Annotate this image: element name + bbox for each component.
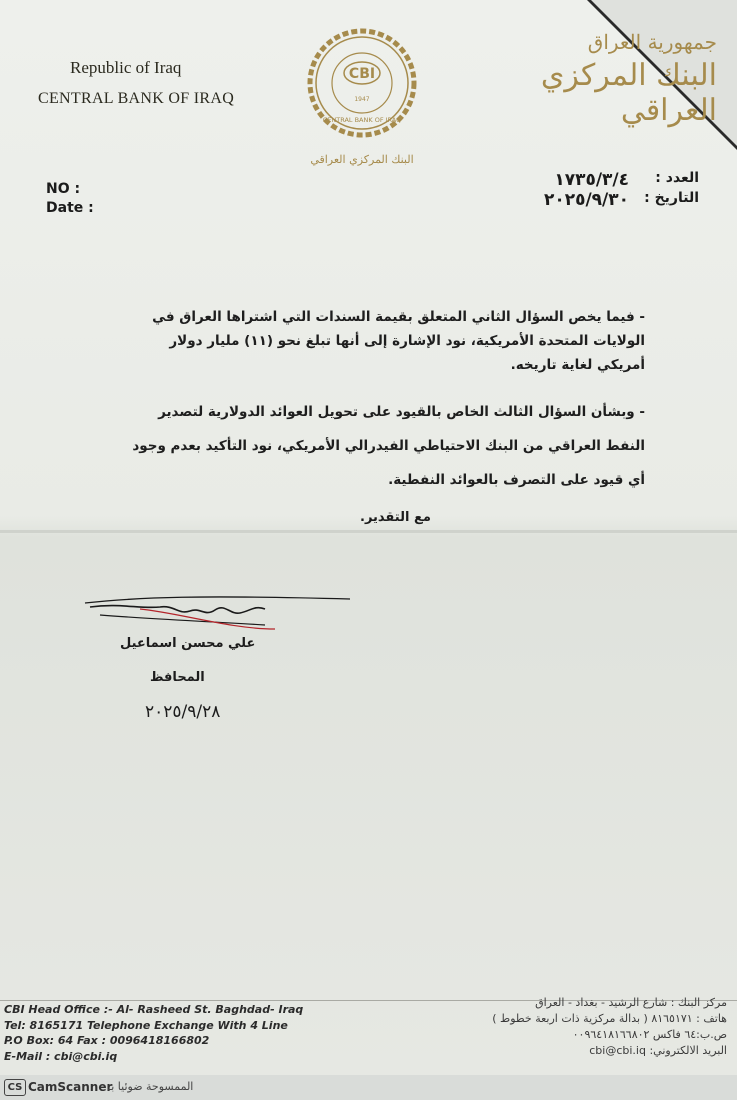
english-letterhead	[38, 58, 234, 108]
letterhead-republic-ar: جمهورية العراق	[587, 30, 717, 54]
footer-contact-en	[4, 1002, 303, 1064]
letter-body	[125, 305, 645, 497]
footer-address-ar: مركز البنك : شارع الرشيد - بغداد - العراق	[535, 996, 727, 1009]
logo-arabic-caption: البنك المركزي العراقي	[310, 153, 414, 166]
footer-address-en: CBI Head Office :- Al- Rasheed St. Baghdad- Iraq	[4, 1003, 304, 1016]
footer-phone-en: Tel: 8165171 Telephone Exchange With 4 Line	[4, 1018, 288, 1032]
letterhead-bank-name: CENTRAL BANK OF IRAQ	[38, 90, 235, 107]
date-label-ar: التاريخ :	[644, 190, 699, 206]
footer-fax-en: P.O Box: 64 Fax : 0096418166802	[4, 1034, 210, 1047]
letterhead-republic: Republic of Iraq	[70, 58, 182, 77]
footer-email-ar: البريد الالكتروني: cbi@cbi.iq	[589, 1044, 727, 1057]
letterhead-bank-name-ar: البنك المركزي العراقي	[540, 58, 717, 128]
closing-regards: مع التقدير.	[360, 510, 431, 525]
number-value-ar: ١٧٣٥/٣/٤	[554, 170, 629, 190]
signer-title: المحافظ	[150, 670, 205, 685]
logo-cbi-text: CBI	[348, 66, 376, 82]
camscanner-logo-icon: CS	[4, 1079, 26, 1096]
paper-fold-line	[0, 530, 737, 533]
paragraph-1: - فيما يخص السؤال الثاني المتعلق بقيمة السندات التي اشتراها العراق في الولايات المتحدة الأمريكية، نود الإشارة إلى أنها تبلغ نحو (١١) مليار دولار أمريكي لغاية تاريخه.	[152, 309, 645, 373]
logo-ring-text: CENTRAL BANK OF IRAQ	[322, 116, 402, 124]
date-label: Date :	[46, 200, 94, 216]
paragraph-2: - وبشأن السؤال الثالث الخاص بالقيود على تحويل العوائد الدولارية لتصدير النفط العراقي من البنك الاحتياطي الفيدرالي الأمريكي، نود التأكيد بعدم وجود أي قيود على التصرف بالعوائد النفطية.	[132, 404, 645, 488]
date-value-ar: ٢٠٢٥/٩/٣٠	[543, 190, 629, 210]
number-label-ar: العدد :	[655, 170, 699, 186]
no-label: NO :	[46, 181, 81, 197]
footer-email-en: E-Mail : cbi@cbi.iq	[4, 1049, 118, 1063]
footer-contact-ar	[487, 995, 727, 1059]
logo-year: 1947	[354, 96, 370, 103]
footer-phone-ar: هاتف : ٨١٦٥١٧١ ( بدالة مركزية ذات اربعة خطوط )	[492, 1012, 727, 1025]
reference-fields-ar	[544, 170, 699, 210]
footer-fax-ar: ص.ب:٦٤ فاكس ٠٠٩٦٤١٨١٦٦٨٠٢	[572, 1028, 727, 1041]
reference-fields-en	[46, 180, 94, 218]
camscanner-arabic-label: الممسوحة ضوئيا بـ	[108, 1080, 194, 1093]
arabic-letterhead	[507, 30, 717, 128]
cbi-seal-logo-icon	[305, 28, 420, 178]
signer-name: علي محسن اسماعيل	[120, 636, 256, 651]
camscanner-label: CamScanner	[28, 1080, 113, 1094]
handwritten-date: ٢٠٢٥/٩/٢٨	[145, 702, 221, 722]
handwritten-signature-icon	[80, 585, 360, 635]
